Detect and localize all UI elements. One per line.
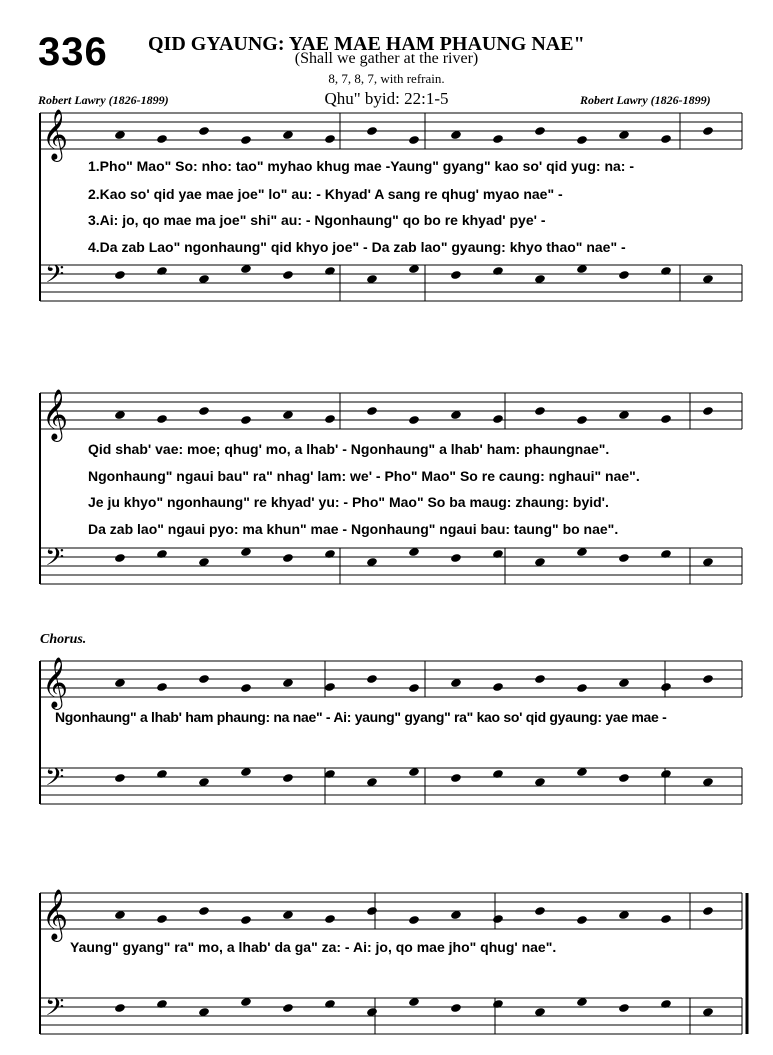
verse-3-line-b: Je ju khyo" ngonhaung" re khyad' yu: - Pho" Mao" So ba maug: zhaung: byid'. xyxy=(88,494,609,510)
bass-3-note xyxy=(324,769,336,779)
treble-4-note xyxy=(534,906,546,916)
treble-3-note xyxy=(366,674,378,684)
verse-1-line-a: 1.Pho" Mao" So: nho: tao" myhao khug mae -Yaung" gyang" kao so' qid yug: na: - xyxy=(88,158,634,174)
treble-2-note xyxy=(408,415,420,425)
bass-staff-2 xyxy=(40,548,742,584)
treble-4-note xyxy=(660,914,672,924)
treble-clef-icon: 𝄞 xyxy=(42,657,69,708)
bass-2-note xyxy=(660,549,672,559)
treble-3-note xyxy=(198,674,210,684)
bass-1-note xyxy=(492,266,504,276)
bass-1-note xyxy=(660,266,672,276)
treble-staff-3 xyxy=(40,661,742,697)
verse-4-line-b: Da zab lao" ngaui pyo: ma khun" mae - Ngonhaung" ngaui bau: taung" bo nae". xyxy=(88,521,619,537)
bass-3-note xyxy=(450,773,462,783)
treble-2-note xyxy=(702,406,714,416)
bass-3-note xyxy=(282,773,294,783)
verse-1-line-b: Qid shab' vae: moe; qhug' mo, a lhab' - Ngonhaung" a lhab' ham: phaungnae". xyxy=(88,441,610,457)
bass-4-note xyxy=(618,1003,630,1013)
treble-staff-1 xyxy=(40,113,742,149)
treble-3-note xyxy=(408,683,420,693)
treble-4-note xyxy=(408,915,420,925)
bass-2-note xyxy=(450,553,462,563)
bass-staff-3 xyxy=(40,768,742,804)
treble-3-note xyxy=(534,674,546,684)
treble-clef-icon: 𝄞 xyxy=(42,889,69,940)
bass-3-note xyxy=(660,769,672,779)
treble-2-note xyxy=(366,406,378,416)
verse-4-line-a: 4.Da zab Lao" ngonhaung" qid khyo joe" - Da zab lao" gyaung: khyo thao" nae" - xyxy=(88,239,626,255)
verse-2-line-a: 2.Kao so' qid yae mae joe" lo" au: - Khyad' A sang re qhug' myao nae" - xyxy=(88,186,563,202)
treble-1-note xyxy=(408,135,420,145)
treble-1-note xyxy=(702,126,714,136)
chorus-line-1: Ngonhaung" a lhab' ham phaung: na nae" - Ai: yaung" gyang" ra" kao so' qid gyaung: yae mae - xyxy=(55,709,667,725)
treble-3-note xyxy=(156,682,168,692)
treble-1-note xyxy=(492,134,504,144)
bass-1-note xyxy=(114,270,126,280)
bass-4-note xyxy=(156,999,168,1009)
treble-1-note xyxy=(576,135,588,145)
treble-3-note xyxy=(576,683,588,693)
treble-3-note xyxy=(324,682,336,692)
treble-clef-icon: 𝄞 xyxy=(42,389,69,440)
treble-4-note xyxy=(492,914,504,924)
treble-2-note xyxy=(324,414,336,424)
bass-1-note xyxy=(282,270,294,280)
treble-3-note xyxy=(660,682,672,692)
treble-2-note xyxy=(240,415,252,425)
chorus-label: Chorus. xyxy=(40,632,87,647)
chorus-line-2: Yaung" gyang" ra" mo, a lhab' da ga" za: - Ai: jo, qo mae jho" qhug' nae". xyxy=(70,939,557,955)
meter-text: 8, 7, 8, 7, with refrain. xyxy=(328,71,445,86)
scripture-reference: Qhu" byid: 22:1-5 xyxy=(324,89,449,108)
bass-2-note xyxy=(282,553,294,563)
treble-staff-2 xyxy=(40,393,742,429)
treble-4-note xyxy=(702,906,714,916)
treble-4-note xyxy=(366,906,378,916)
bass-2-note xyxy=(492,549,504,559)
treble-1-note xyxy=(156,134,168,144)
treble-3-note xyxy=(492,682,504,692)
bass-1-note xyxy=(450,270,462,280)
verse-3-line-a: 3.Ai: jo, qo mae ma joe" shi" au: - Ngonhaung" qo bo re khyad' pye' - xyxy=(88,212,546,228)
treble-1-note xyxy=(240,135,252,145)
bass-clef-icon: 𝄢 xyxy=(45,993,65,1028)
hymn-title: QID GYAUNG: YAE MAE HAM PHAUNG NAE" xyxy=(148,33,585,55)
treble-1-note xyxy=(324,134,336,144)
treble-2-note xyxy=(156,414,168,424)
bass-clef-icon: 𝄢 xyxy=(45,763,65,798)
bass-4-note xyxy=(114,1003,126,1013)
bass-3-note xyxy=(156,769,168,779)
treble-1-note xyxy=(366,126,378,136)
bass-2-note xyxy=(114,553,126,563)
treble-1-note xyxy=(660,134,672,144)
treble-2-note xyxy=(198,406,210,416)
treble-2-note xyxy=(576,415,588,425)
bass-4-note xyxy=(660,999,672,1009)
treble-2-note xyxy=(492,414,504,424)
composer-credit-right: Robert Lawry (1826-1899) xyxy=(580,93,711,107)
bass-3-note xyxy=(114,773,126,783)
bass-2-note xyxy=(156,549,168,559)
treble-4-note xyxy=(156,914,168,924)
treble-2-note xyxy=(660,414,672,424)
bass-2-note xyxy=(618,553,630,563)
bass-staff-4 xyxy=(40,998,742,1034)
bass-3-note xyxy=(618,773,630,783)
treble-staff-4 xyxy=(40,893,742,929)
hymn-number: 336 xyxy=(38,30,108,74)
bass-3-note xyxy=(492,769,504,779)
bass-4-note xyxy=(492,999,504,1009)
treble-1-note xyxy=(198,126,210,136)
treble-2-note xyxy=(534,406,546,416)
treble-clef-icon: 𝄞 xyxy=(42,109,69,160)
bass-4-note xyxy=(282,1003,294,1013)
bass-1-note xyxy=(324,266,336,276)
bass-staff-1 xyxy=(40,265,742,301)
bass-1-note xyxy=(156,266,168,276)
verse-2-line-b: Ngonhaung" ngaui bau" ra" nhag' lam: we' - Pho" Mao" So re caung: nghaui" nae". xyxy=(88,468,640,484)
treble-4-note xyxy=(576,915,588,925)
bass-4-note xyxy=(450,1003,462,1013)
treble-4-note xyxy=(324,914,336,924)
treble-1-note xyxy=(534,126,546,136)
bass-1-note xyxy=(618,270,630,280)
bass-clef-icon: 𝄢 xyxy=(45,260,65,295)
treble-3-note xyxy=(702,674,714,684)
treble-4-note xyxy=(240,915,252,925)
bass-clef-icon: 𝄢 xyxy=(45,543,65,578)
composer-credit-left: Robert Lawry (1826-1899) xyxy=(38,93,169,107)
bass-2-note xyxy=(324,549,336,559)
treble-4-note xyxy=(198,906,210,916)
hymn-subtitle: (Shall we gather at the river) xyxy=(294,50,479,67)
treble-3-note xyxy=(240,683,252,693)
bass-4-note xyxy=(324,999,336,1009)
